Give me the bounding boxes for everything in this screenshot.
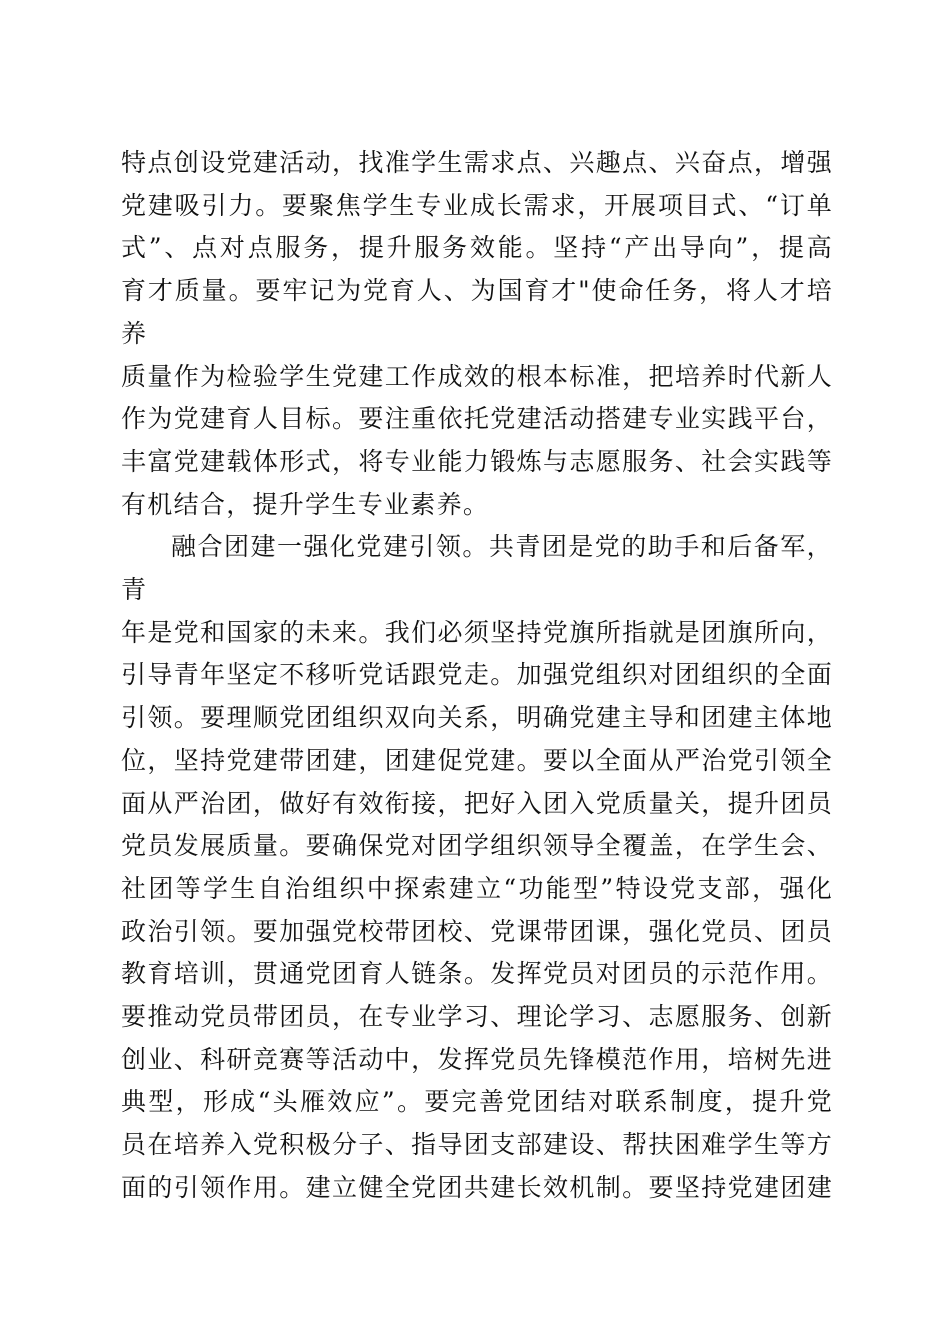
text-line: 引领。要理顺党团组织双向关系，明确党建主导和团建主体地 [121, 703, 833, 733]
text-line: 式”、点对点服务，提升服务效能。坚持“产出导向”，提高 [121, 233, 833, 263]
text-line: 创业、科研竞赛等活动中，发挥党员先锋模范作用，培树先进 [121, 1044, 833, 1074]
text-line: 特点创设党建活动，找准学生需求点、兴趣点、兴奋点，增强 [121, 148, 833, 177]
text-line: 质量作为检验学生党建工作成效的根本标准，把培养时代新人 [121, 361, 833, 391]
text-line: 社团等学生自治组织中探索建立“功能型”特设党支部，强化 [121, 873, 833, 903]
text-line: 融合团建一强化党建引领。共青团是党的助手和后备军，青 [121, 532, 833, 605]
paragraph-2 [121, 526, 833, 1209]
text-line: 教育培训，贯通党团育人链条。发挥党员对团员的示范作用。 [121, 959, 833, 989]
text-line: 丰富党建载体形式，将专业能力锻炼与志愿服务、社会实践等 [121, 446, 833, 476]
text-line: 有机结合，提升学生专业素养。 [121, 489, 490, 519]
body-text [121, 142, 833, 1210]
text-line: 员在培养入党积极分子、指导团支部建设、帮扶困难学生等方 [121, 1130, 833, 1160]
text-line: 政治引领。要加强党校带团校、党课带团课，强化党员、团员 [121, 916, 833, 946]
text-line: 党员发展质量。要确保党对团学组织领导全覆盖，在学生会、 [121, 831, 833, 861]
text-line: 面从严治团，做好有效衔接，把好入团入党质量关，提升团员 [121, 788, 833, 818]
text-line: 育才质量。要牢记为党育人、为国育才"使命任务，将人才培养 [121, 276, 833, 348]
text-line: 位，坚持党建带团建，团建促党建。要以全面从严治党引领全 [121, 745, 833, 775]
text-line: 党建吸引力。要聚焦学生专业成长需求，开展项目式、“订单 [121, 190, 833, 220]
text-line: 典型，形成“头雁效应”。要完善党团结对联系制度，提升党 [121, 1087, 833, 1117]
paragraph-1 [121, 142, 833, 526]
text-line: 年是党和国家的未来。我们必须坚持党旗所指就是团旗所向， [121, 617, 833, 647]
text-line: 要推动党员带团员，在专业学习、理论学习、志愿服务、创新 [121, 1002, 833, 1032]
text-line: 面的引领作用。建立健全党团共建长效机制。要坚持党建团建 [121, 1172, 833, 1202]
text-line: 引导青年坚定不移听党话跟党走。加强党组织对团组织的全面 [121, 660, 833, 690]
text-line: 作为党建育人目标。要注重依托党建活动搭建专业实践平台， [121, 404, 833, 434]
